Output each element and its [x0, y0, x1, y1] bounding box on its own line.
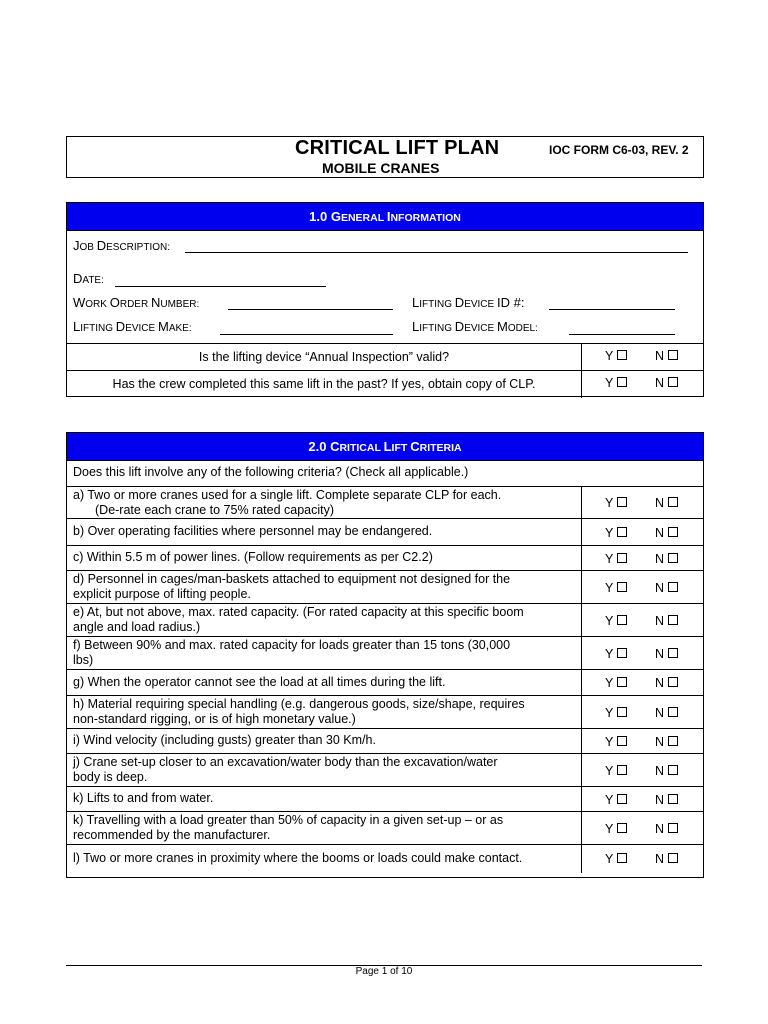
job-description-field[interactable] [185, 252, 688, 253]
checkbox-icon [668, 615, 678, 625]
criteria-line-1: h) Material requiring special handling (e.g. dangerous goods, size/shape, requires [73, 697, 525, 711]
checkbox-icon [668, 497, 678, 507]
checkbox-icon [617, 527, 627, 537]
criteria-line-2: non-standard rigging, or is of high monetary value.) [73, 712, 356, 726]
criteria-row [67, 695, 703, 729]
no-checkbox[interactable]: N [655, 581, 678, 595]
criteria-line-1: i) Wind velocity (including gusts) greater than 30 Km/h. [73, 733, 376, 747]
criteria-line-2: lbs) [73, 653, 94, 667]
yes-checkbox[interactable]: Y [605, 764, 627, 778]
device-make-field[interactable] [220, 334, 393, 335]
form-id: IOC FORM C6-03, REV. 2 [549, 143, 689, 157]
yes-checkbox[interactable]: Y [605, 614, 627, 628]
yes-checkbox[interactable]: Y [605, 793, 627, 807]
no-checkbox[interactable]: N [655, 552, 678, 566]
question-row [67, 343, 703, 371]
no-checkbox[interactable]: N [655, 614, 678, 628]
form-title: CRITICAL LIFT PLAN [295, 137, 500, 159]
yes-checkbox[interactable]: Y [605, 349, 627, 363]
criteria-line-1: a) Two or more cranes used for a single lift. Complete separate CLP for each. [73, 488, 502, 502]
form-subtitle: MOBILE CRANES [322, 160, 440, 176]
checkbox-icon [617, 736, 627, 746]
criteria-intro-row [67, 460, 703, 486]
criteria-row [67, 753, 703, 787]
criteria-text [73, 488, 579, 518]
section-general-information [66, 202, 704, 397]
checkbox-icon [668, 736, 678, 746]
yes-checkbox[interactable]: Y [605, 852, 627, 866]
criteria-line-1: k) Lifts to and from water. [73, 791, 214, 805]
checkbox-icon [617, 765, 627, 775]
criteria-row [67, 636, 703, 670]
criteria-row [67, 844, 703, 873]
criteria-line-1: j) Crane set-up closer to an excavation/water body than the excavation/water [73, 755, 498, 769]
criteria-text [73, 791, 579, 806]
no-checkbox[interactable]: N [655, 349, 678, 363]
no-checkbox[interactable]: N [655, 852, 678, 866]
criteria-line-2: body is deep. [73, 770, 148, 784]
criteria-row [67, 518, 703, 546]
yes-checkbox[interactable]: Y [605, 735, 627, 749]
yes-checkbox[interactable]: Y [605, 496, 627, 510]
no-checkbox[interactable]: N [655, 764, 678, 778]
criteria-text [73, 813, 579, 843]
checkbox-icon [668, 527, 678, 537]
checkbox-icon [668, 853, 678, 863]
criteria-row [67, 570, 703, 604]
criteria-line-2: angle and load radius.) [73, 620, 201, 634]
criteria-text [73, 524, 579, 539]
question-text: Is the lifting device “Annual Inspection” valid? [198, 350, 450, 364]
criteria-line-1: b) Over operating facilities where personnel may be endangered. [73, 524, 433, 538]
no-checkbox[interactable]: N [655, 793, 678, 807]
no-checkbox[interactable]: N [655, 496, 678, 510]
no-checkbox[interactable]: N [655, 676, 678, 690]
criteria-text [73, 572, 579, 602]
device-make-label: LIFTING DEVICE MAKE: [73, 319, 192, 334]
no-checkbox[interactable]: N [655, 376, 678, 390]
checkbox-icon [617, 553, 627, 563]
criteria-row [67, 603, 703, 637]
yes-checkbox[interactable]: Y [605, 822, 627, 836]
checkbox-icon [617, 497, 627, 507]
no-checkbox[interactable]: N [655, 822, 678, 836]
checkbox-icon [668, 377, 678, 387]
device-id-label: LIFTING DEVICE ID #: [412, 295, 525, 310]
job-description-label: JOB DESCRIPTION: [73, 238, 171, 253]
criteria-line-1: f) Between 90% and max. rated capacity for loads greater than 15 tons (30,000 [73, 638, 511, 652]
no-checkbox[interactable]: N [655, 706, 678, 720]
criteria-text [73, 697, 579, 727]
checkbox-icon [617, 377, 627, 387]
checkbox-icon [668, 707, 678, 717]
checkbox-icon [668, 553, 678, 563]
checkbox-icon [617, 823, 627, 833]
criteria-line-1: c) Within 5.5 m of power lines. (Follow requirements as per C2.2) [73, 550, 433, 564]
criteria-intro: Does this lift involve any of the following criteria? (Check all applicable.) [73, 465, 469, 479]
no-checkbox[interactable]: N [655, 647, 678, 661]
checkbox-icon [617, 648, 627, 658]
checkbox-icon [617, 350, 627, 360]
question-row [67, 370, 703, 398]
checkbox-icon [617, 853, 627, 863]
yes-checkbox[interactable]: Y [605, 647, 627, 661]
checkbox-icon [668, 350, 678, 360]
checkbox-icon [617, 582, 627, 592]
criteria-row [67, 811, 703, 845]
criteria-line-1: l) Two or more cranes in proximity where the booms or loads could make contact. [73, 851, 523, 865]
criteria-text [73, 638, 579, 668]
criteria-row [67, 786, 703, 812]
yes-checkbox[interactable]: Y [605, 676, 627, 690]
checkbox-icon [617, 615, 627, 625]
checkbox-icon [617, 677, 627, 687]
criteria-line-1: e) At, but not above, max. rated capacity. (For rated capacity at this specific boom [73, 605, 524, 619]
criteria-row [67, 545, 703, 571]
date-label: DATE: [73, 271, 104, 286]
criteria-row [67, 669, 703, 696]
criteria-line-2: recommended by the manufacturer. [73, 828, 271, 842]
device-model-field[interactable] [569, 334, 675, 335]
criteria-row [67, 486, 703, 519]
checkbox-icon [668, 823, 678, 833]
date-field[interactable] [115, 286, 326, 287]
checkbox-icon [668, 648, 678, 658]
section-header: 2.0 CRITICAL LIFT CRITERIA [67, 433, 703, 461]
page-number: Page 1 of 10 [355, 966, 413, 977]
checkbox-icon [668, 677, 678, 687]
checkbox-icon [668, 582, 678, 592]
criteria-line-2: (De-rate each crane to 75% rated capacity) [95, 503, 335, 517]
criteria-text [73, 733, 579, 748]
yes-checkbox[interactable]: Y [605, 526, 627, 540]
work-order-field[interactable] [228, 309, 393, 310]
work-order-label: WORK ORDER NUMBER: [73, 295, 200, 310]
no-checkbox[interactable]: N [655, 526, 678, 540]
criteria-text [73, 675, 579, 690]
checkbox-icon [668, 794, 678, 804]
checkbox-icon [617, 794, 627, 804]
yes-checkbox[interactable]: Y [605, 376, 627, 390]
device-id-field[interactable] [549, 309, 675, 310]
criteria-text [73, 755, 579, 785]
criteria-line-1: k) Travelling with a load greater than 50% of capacity in a given set-up – or as [73, 813, 504, 827]
criteria-text [73, 851, 579, 866]
question-text: Has the crew completed this same lift in the past? If yes, obtain copy of CLP. [112, 377, 536, 391]
yes-checkbox[interactable]: Y [605, 552, 627, 566]
criteria-line-2: explicit purpose of lifting people. [73, 587, 251, 601]
checkbox-icon [617, 707, 627, 717]
yes-checkbox[interactable]: Y [605, 581, 627, 595]
criteria-line-1: d) Personnel in cages/man-baskets attached to equipment not designed for the [73, 572, 511, 586]
form-title-box [66, 136, 704, 178]
section-header: 1.0 GENERAL INFORMATION [67, 203, 703, 231]
no-checkbox[interactable]: N [655, 735, 678, 749]
criteria-row [67, 728, 703, 754]
yes-checkbox[interactable]: Y [605, 706, 627, 720]
checkbox-icon [668, 765, 678, 775]
criteria-line-1: g) When the operator cannot see the load at all times during the lift. [73, 675, 446, 689]
section-critical-lift-criteria [66, 432, 704, 878]
criteria-text [73, 605, 579, 635]
criteria-text [73, 550, 579, 565]
device-model-label: LIFTING DEVICE MODEL: [412, 319, 538, 334]
